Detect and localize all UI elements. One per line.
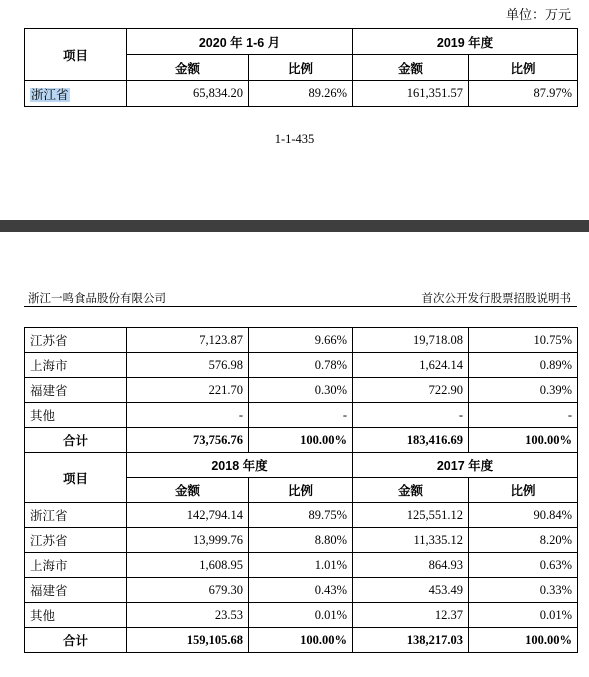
period-header-2017: 2017 年度 [353,453,578,478]
table-row [25,603,578,628]
total-amount-cell: 183,416.69 [353,428,469,453]
ratio-cell: 0.01% [469,603,578,628]
amount-cell: 864.93 [353,553,469,578]
region-name: 上海市 [25,353,127,378]
item-header: 项目 [25,29,127,81]
ratio-header: 比例 [469,478,578,503]
sales-by-region-table-2020-2019 [24,28,578,107]
table-row [25,403,578,428]
total-row [25,628,578,653]
table-row [25,81,578,107]
table-row [25,378,578,403]
ratio-cell: 0.43% [249,578,353,603]
amount-header: 金额 [127,478,249,503]
page-number: 1-1-435 [274,132,315,146]
period-header-2019: 2019 年度 [353,29,578,55]
total-ratio-cell: 100.00% [249,628,353,653]
total-row [25,428,578,453]
amount-cell: 19,718.08 [353,328,469,353]
amount-cell: 7,123.87 [127,328,249,353]
amount-cell: - [127,403,249,428]
amount-cell: 12.37 [353,603,469,628]
amount-header: 金额 [127,55,249,81]
amount-header: 金额 [353,478,469,503]
table-row [25,328,578,353]
ratio-cell: - [249,403,353,428]
ratio-header: 比例 [249,55,353,81]
region-name: 江苏省 [25,528,127,553]
amount-cell: 125,551.12 [353,503,469,528]
ratio-cell: 0.30% [249,378,353,403]
amount-header: 金额 [353,55,469,81]
amount-cell: 453.49 [353,578,469,603]
amount-cell: 722.90 [353,378,469,403]
table-row [25,503,578,528]
amount-cell: 1,624.14 [353,353,469,378]
unit-label: 单位：万元 [505,7,571,22]
period-header-2018: 2018 年度 [127,453,353,478]
amount-cell: 142,794.14 [127,503,249,528]
ratio-cell: 90.84% [469,503,578,528]
ratio-cell: 1.01% [249,553,353,578]
total-amount-cell: 138,217.03 [353,628,469,653]
region-name: 其他 [25,403,127,428]
region-name: 其他 [25,603,127,628]
total-ratio-cell: 100.00% [469,428,578,453]
ratio-cell: 0.39% [469,378,578,403]
page-header-document: 首次公开发行股票招股说明书 [421,293,571,305]
ratio-cell: 0.33% [469,578,578,603]
table-row [25,553,578,578]
amount-cell: - [353,403,469,428]
amount-cell: 221.70 [127,378,249,403]
period-header-2020h1: 2020 年 1-6 月 [127,29,353,55]
ratio-cell: 0.01% [249,603,353,628]
table-row [25,578,578,603]
page-header-company: 浙江一鸣食品股份有限公司 [28,293,166,305]
amount-cell: 11,335.12 [353,528,469,553]
total-label: 合计 [25,628,127,653]
ratio-cell: 0.63% [469,553,578,578]
region-name-selected[interactable]: 浙江省 [31,87,69,102]
header-rule [24,306,577,307]
total-amount-cell: 159,105.68 [127,628,249,653]
region-name: 上海市 [25,553,127,578]
region-name: 福建省 [25,378,127,403]
ratio-cell: 0.78% [249,353,353,378]
page-divider [0,220,589,232]
sales-by-region-table-continued [24,327,578,653]
ratio-cell: 8.80% [249,528,353,553]
ratio-cell: 87.97% [469,81,578,107]
amount-cell: 576.98 [127,353,249,378]
ratio-cell: - [469,403,578,428]
region-name: 福建省 [25,578,127,603]
total-ratio-cell: 100.00% [249,428,353,453]
ratio-cell: 89.75% [249,503,353,528]
total-amount-cell: 73,756.76 [127,428,249,453]
total-ratio-cell: 100.00% [469,628,578,653]
amount-cell: 65,834.20 [127,81,249,107]
ratio-cell: 9.66% [249,328,353,353]
amount-cell: 161,351.57 [353,81,469,107]
amount-cell: 679.30 [127,578,249,603]
region-name: 浙江省 [25,503,127,528]
ratio-cell: 8.20% [469,528,578,553]
table-row [25,353,578,378]
table-row [25,528,578,553]
amount-cell: 1,608.95 [127,553,249,578]
amount-cell: 13,999.76 [127,528,249,553]
total-label: 合计 [25,428,127,453]
region-name: 江苏省 [25,328,127,353]
ratio-cell: 89.26% [249,81,353,107]
ratio-header: 比例 [469,55,578,81]
ratio-header: 比例 [249,478,353,503]
ratio-cell: 0.89% [469,353,578,378]
amount-cell: 23.53 [127,603,249,628]
ratio-cell: 10.75% [469,328,578,353]
item-header: 项目 [25,453,127,503]
